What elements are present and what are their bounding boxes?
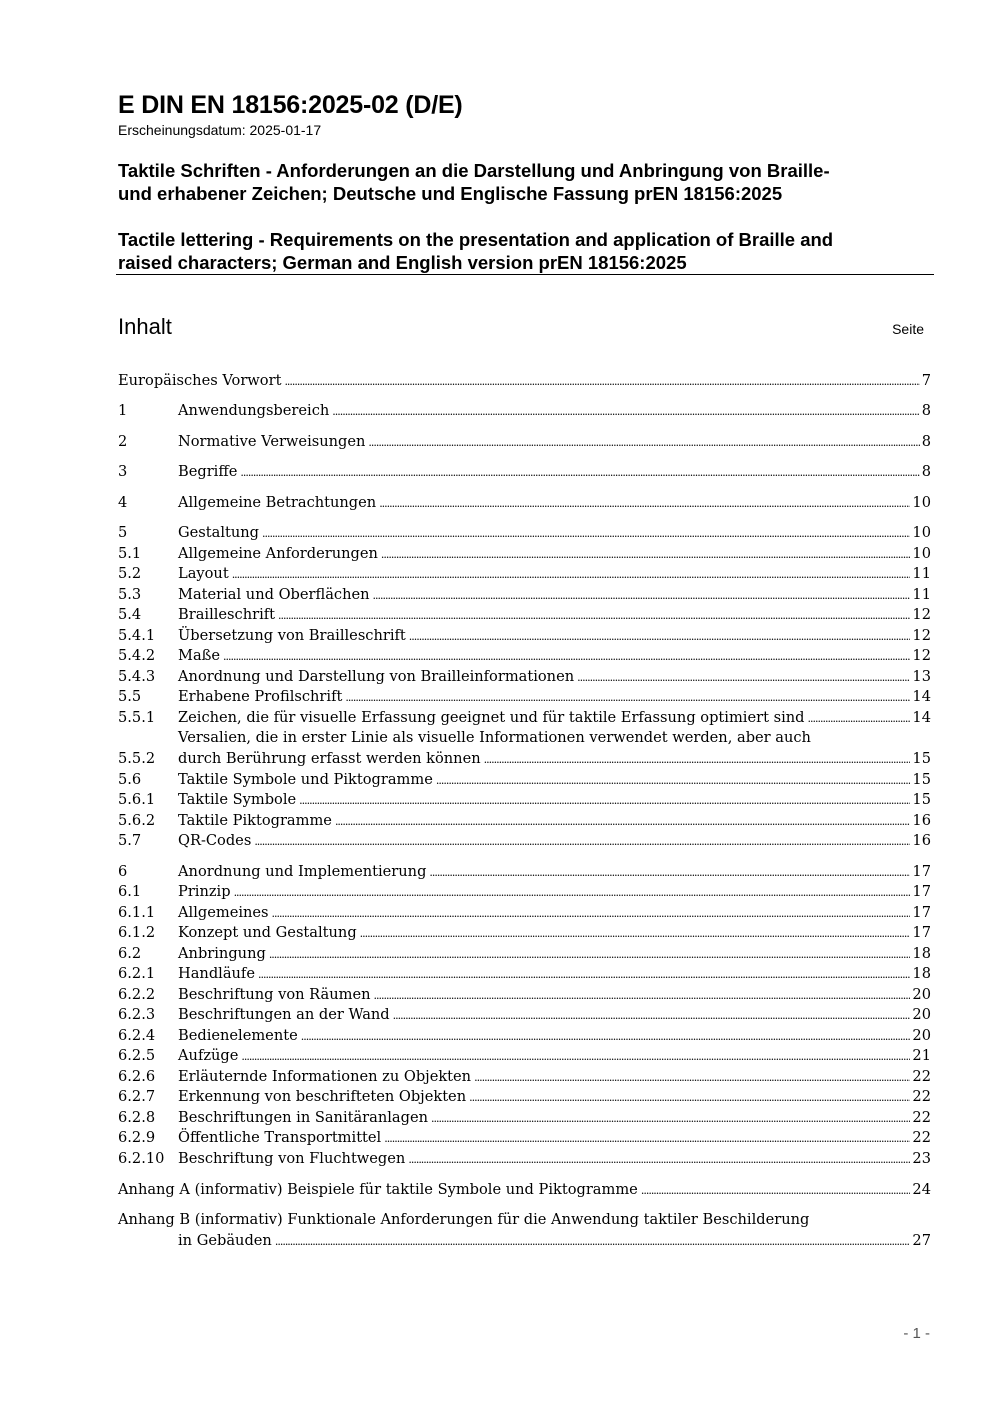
toc-entry-number: 6.2 [118,945,142,962]
toc-entry[interactable] [118,985,931,1005]
toc-entry-body [178,462,931,483]
toc-entry-number: 3 [118,463,128,480]
toc-leader-dots [384,1129,910,1149]
toc-entry[interactable] [118,564,931,584]
toc-entry-page: 10 [912,545,931,562]
toc-entry-page: 16 [912,832,931,849]
toc-entry-title: Erhabene Profilschrift [178,688,343,705]
toc-entry-body [178,493,931,514]
toc-entry-body [178,749,931,770]
toc-entry-title: Allgemeine Betrachtungen [178,494,377,511]
toc-entry[interactable] [118,1149,931,1169]
toc-entry[interactable] [118,646,931,666]
toc-entry-number: 5.4 [118,606,142,623]
toc-entry[interactable] [118,923,931,943]
title-english-line-1: Tactile lettering - Requirements on the presentation and application of Braille and [118,229,834,250]
toc-entry-body [178,770,931,791]
toc-entry[interactable] [118,1087,931,1107]
toc-entry[interactable] [118,1108,931,1128]
toc-entry-number: 6.2.2 [118,986,156,1003]
toc-leader-dots [262,524,910,544]
toc-entry-body [118,1180,931,1201]
toc-entry-page: 11 [912,565,931,582]
toc-leader-dots [469,1088,910,1108]
toc-entry-title: Beschriftungen an der Wand [178,1006,390,1023]
toc-entry[interactable] [118,687,931,707]
toc-entry-number: 5.1 [118,545,142,562]
toc-entry-title: Taktile Symbole und Piktogramme [178,771,433,788]
toc-entry[interactable] [118,811,931,831]
toc-leader-dots [393,1006,911,1026]
toc-page-label: Seite [892,321,924,337]
toc-leader-dots [254,832,910,852]
toc-entry-page: 24 [912,1181,931,1198]
toc-entry-page: 14 [912,709,931,726]
toc-entry[interactable] [118,432,931,452]
toc-leader-dots [269,945,911,965]
toc-leader-dots [641,1181,911,1201]
toc-entry-title: Beschriftung von Fluchtwegen [178,1150,406,1167]
page-number: - 1 - [903,1325,930,1342]
toc-entry-page: 17 [912,924,931,941]
toc-entry-page: 20 [912,1027,931,1044]
title-german [118,159,918,205]
toc-entry-page: 20 [912,1006,931,1023]
toc-entry-page: 8 [921,463,931,480]
toc-entry-body [178,667,931,688]
toc-entry[interactable] [118,544,931,564]
toc-leader-dots [429,863,910,883]
toc-entry-number: 5.4.2 [118,647,156,664]
toc-entry-title: Erläuternde Informationen zu Objekten [178,1068,472,1085]
title-english-line-2: raised characters; German and English version prEN 18156:2025 [118,252,687,273]
publication-date: Erscheinungsdatum: 2025-01-17 [118,122,322,138]
title-german-line-1: Taktile Schriften - Anforderungen an die Darstellung und Anbringung von Braille- [118,160,830,181]
toc-entry-title-line-1: Versalien, die in erster Linie als visuelle Informationen verwendet werden, aber auch [178,729,811,746]
toc-leader-dots [807,709,910,729]
toc-entry-title: Beschriftung von Räumen [178,986,371,1003]
toc-entry-body [178,903,931,924]
toc-entry-title: Allgemeines [178,904,269,921]
toc-entry-title: Normative Verweisungen [178,433,366,450]
toc-entry-page: 10 [912,494,931,511]
toc-entry-page: 12 [912,647,931,664]
toc-entry-page: 22 [912,1129,931,1146]
toc-leader-dots [577,668,910,688]
toc-entry-body [178,585,931,606]
toc-entry[interactable] [118,882,931,902]
toc-entry-body [178,523,931,544]
toc-entry-number: 6.2.6 [118,1068,156,1085]
toc-entry-body [178,790,931,811]
toc-entry-title: Maße [178,647,221,664]
toc-entry-title: Übersetzung von Brailleschrift [178,627,406,644]
toc-entry-number: 6.1.2 [118,924,156,941]
toc-entry-number: 1 [118,402,128,419]
toc-entry-title: Handläufe [178,965,255,982]
toc-entry-title: Allgemeine Anforderungen [178,545,378,562]
toc-entry-number: 6.2.8 [118,1109,156,1126]
toc-leader-dots [234,883,911,903]
toc-entry[interactable] [118,605,931,625]
toc-entry-page: 22 [912,1109,931,1126]
toc-entry-number: 5.5.2 [118,750,156,767]
toc-entry-title: Bedienelemente [178,1027,298,1044]
toc-entry-body [178,626,931,647]
toc-entry-page: 22 [912,1088,931,1105]
toc-entry[interactable] [118,1180,931,1200]
toc-entry-title: Beschriftungen in Sanitäranlagen [178,1109,429,1126]
toc-entry[interactable] [118,862,931,882]
toc-entry[interactable] [118,493,931,513]
toc-entry-number: 5.4.1 [118,627,156,644]
toc-entry-title: Zeichen, die für visuelle Erfassung geeignet und für taktile Erfassung optimiert sind [178,709,805,726]
toc-entry-body [178,862,931,883]
toc-leader-dots [360,924,911,944]
toc-entry-number: 6.2.9 [118,1129,156,1146]
toc-entry-number: 5 [118,524,128,541]
toc-leader-dots [431,1109,910,1129]
toc-leader-dots [335,812,910,832]
toc-entry-page: 15 [912,771,931,788]
toc-entry[interactable] [118,1026,931,1046]
toc-entry-body [178,564,931,585]
toc-entry-title: QR-Codes [178,832,252,849]
toc-entry-page: 12 [912,627,931,644]
toc-entry-title: Anordnung und Implementierung [178,863,427,880]
toc-leader-dots [301,1027,911,1047]
toc-entry-body [178,432,931,453]
toc-leader-dots [241,1047,910,1067]
toc-entry-body [178,831,931,852]
toc-entry-title: Anwendungsbereich [178,402,330,419]
toc-leader-dots [284,372,919,392]
toc-entry-title: Öffentliche Transportmittel [178,1129,382,1146]
toc-leader-dots [275,1232,911,1252]
toc-entry[interactable] [118,831,931,851]
toc-entry[interactable] [118,964,931,984]
toc-entry-number: 5.4.3 [118,668,156,685]
toc-entry[interactable] [118,903,931,923]
toc-entry[interactable] [118,729,931,769]
toc-entry-body [178,985,931,1006]
toc-leader-dots [436,771,911,791]
toc-entry-title: Prinzip [178,883,231,900]
toc-entry-number: 5.5.1 [118,709,156,726]
toc-entry-number: 6.2.5 [118,1047,156,1064]
toc-entry-title: Europäisches Vorwort [118,372,282,389]
toc-entry-page: 27 [912,1232,931,1249]
toc-entry-body [178,1087,931,1108]
toc-entry-number: 6.2.7 [118,1088,156,1105]
toc-entry-body [178,605,931,626]
toc-leader-dots [278,606,910,626]
toc-heading: Inhalt [118,314,172,339]
toc-entry-body [178,944,931,965]
toc-entry-body [178,811,931,832]
toc-leader-dots [408,1150,910,1170]
toc-entry[interactable] [118,585,931,605]
toc-entry-page: 17 [912,863,931,880]
toc-entry-number: 6.2.10 [118,1150,165,1167]
toc-entry-title: Layout [178,565,229,582]
toc-entry-page: 18 [912,945,931,962]
toc-entry-number: 5.6 [118,771,142,788]
toc-entry-number: 2 [118,433,128,450]
toc-entry-number: 6.2.1 [118,965,156,982]
toc-entry-title: Konzept und Gestaltung [178,924,357,941]
toc-entry[interactable] [118,667,931,687]
toc-entry-page: 13 [912,668,931,685]
toc-entry[interactable] [118,708,931,728]
toc-leader-dots [379,494,910,514]
toc-entry-title-line-1: Anhang B (informativ) Funktionale Anforderungen für die Anwendung taktiler Beschilderung [118,1211,810,1228]
toc-entry-body [178,687,931,708]
toc-entry-page: 15 [912,791,931,808]
toc-entry-title: in Gebäuden [178,1232,272,1249]
toc-entry-number: 6.1.1 [118,904,156,921]
toc-entry-page: 12 [912,606,931,623]
toc-leader-dots [409,627,911,647]
toc-entry-title: Gestaltung [178,524,260,541]
toc-entry-number: 6.2.3 [118,1006,156,1023]
toc-entry-body [178,882,931,903]
toc-entry-number: 5.7 [118,832,142,849]
toc-entry[interactable] [118,462,931,482]
toc-leader-dots [332,402,919,422]
toc-leader-dots [299,791,910,811]
toc-leader-dots [381,545,911,565]
toc-entry-page: 16 [912,812,931,829]
toc-leader-dots [373,586,911,606]
toc-entry[interactable] [118,1128,931,1148]
toc-entry-title: durch Berührung erfasst werden können [178,750,481,767]
toc-leader-dots [373,986,910,1006]
toc-entry-number: 6 [118,863,128,880]
toc-entry-title: Erkennung von beschrifteten Objekten [178,1088,467,1105]
toc-entry-title: Material und Oberflächen [178,586,370,603]
toc-entry-page: 14 [912,688,931,705]
toc-entry-number: 5.6.1 [118,791,156,808]
toc-entry-number: 4 [118,494,128,511]
toc-entry-body [178,923,931,944]
toc-entry[interactable] [118,626,931,646]
toc-entry-title: Aufzüge [178,1047,239,1064]
toc-leader-dots [240,463,919,483]
toc-entry-number: 5.6.2 [118,812,156,829]
toc-entry-page: 17 [912,883,931,900]
toc-entry-body [178,1005,931,1026]
toc-entry-page: 20 [912,986,931,1003]
toc-entry-title: Anordnung und Darstellung von Brailleinformationen [178,668,575,685]
toc-entry-body [178,401,931,422]
toc-entry[interactable] [118,1005,931,1025]
toc-entry-body [178,646,931,667]
toc-entry[interactable] [118,371,931,391]
toc-entry-title: Anhang A (informativ) Beispiele für taktile Symbole und Piktogramme [118,1181,638,1198]
toc-entry-body [178,1128,931,1149]
toc-entry-number: 5.2 [118,565,142,582]
toc-entry[interactable] [118,1211,931,1251]
toc-entry-body [178,964,931,985]
toc-entry-title: Taktile Symbole [178,791,297,808]
title-german-line-2: und erhabener Zeichen; Deutsche und Englische Fassung prEN 18156:2025 [118,183,783,204]
toc-entry-body [178,1026,931,1047]
title-divider [116,274,934,275]
toc-entry-page: 21 [912,1047,931,1064]
toc-entry[interactable] [118,944,931,964]
toc-entry[interactable] [118,770,931,790]
toc-entry-number: 5.5 [118,688,142,705]
toc-entry-page: 22 [912,1068,931,1085]
toc-entry-body [178,544,931,565]
toc-entry-body [178,708,931,729]
toc-entry[interactable] [118,790,931,810]
toc-leader-dots [232,565,911,585]
toc-entry-title: Brailleschrift [178,606,276,623]
toc-entry-body [178,1108,931,1129]
toc-leader-dots [484,750,911,770]
title-english [118,228,918,274]
toc-entry[interactable] [118,401,931,421]
toc-leader-dots [223,647,910,667]
toc-leader-dots [474,1068,910,1088]
toc-entry-title: Anbringung [178,945,266,962]
toc-entry-title: Begriffe [178,463,238,480]
toc-entry-body [178,1231,931,1252]
toc-entry-page: 8 [921,433,931,450]
toc-entry-body [178,1046,931,1067]
toc-entry-body [118,371,931,392]
toc-entry-page: 15 [912,750,931,767]
toc-entry-page: 8 [921,402,931,419]
toc-entry[interactable] [118,1046,931,1066]
toc-entry-page: 18 [912,965,931,982]
toc-entry-page: 17 [912,904,931,921]
toc-entry-number: 6.1 [118,883,142,900]
toc-entry-page: 10 [912,524,931,541]
toc-entry-title: Taktile Piktogramme [178,812,332,829]
toc-entry-page: 7 [921,372,931,389]
toc-entry[interactable] [118,523,931,543]
toc-leader-dots [258,965,910,985]
toc-entry-body [178,1149,931,1170]
toc-entry-page: 23 [912,1150,931,1167]
toc-entry-body [178,1067,931,1088]
toc-entry-page: 11 [912,586,931,603]
toc-leader-dots [272,904,911,924]
toc-entry-number: 5.3 [118,586,142,603]
toc-entry-number: 6.2.4 [118,1027,156,1044]
toc-entry[interactable] [118,1067,931,1087]
toc-leader-dots [368,433,919,453]
document-id: E DIN EN 18156:2025-02 (D/E) [118,91,463,119]
toc-leader-dots [345,688,910,708]
